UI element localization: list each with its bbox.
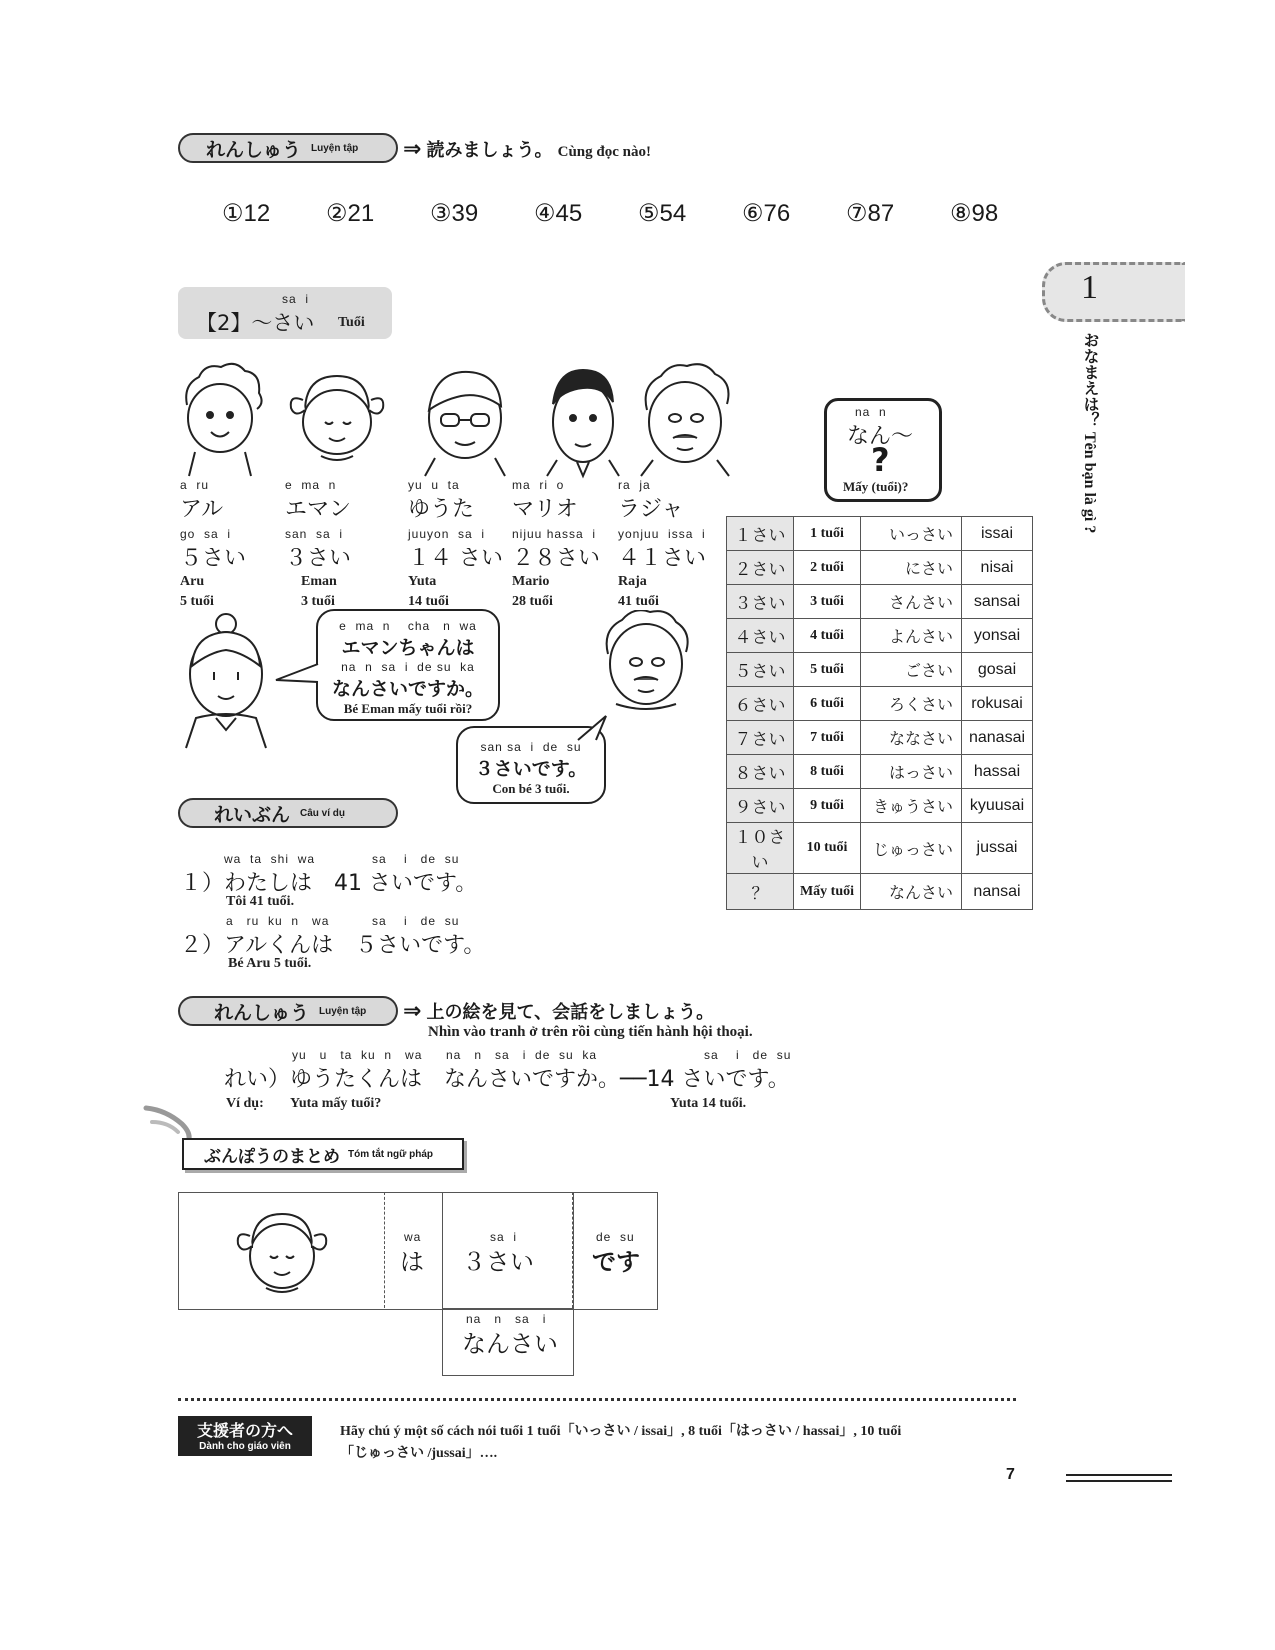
- cell-vi: 2 tuổi: [794, 551, 861, 585]
- nan-ruby: na n: [855, 405, 887, 419]
- bubble-vi: Bé Eman mấy tuổi rồi?: [343, 701, 473, 716]
- ruby-name: yu u ta: [408, 478, 460, 492]
- ruby-age: yonjuu issa i: [618, 527, 706, 541]
- sai-text: ３さい: [462, 1248, 534, 1276]
- badge-label-jp: れいぶん: [214, 803, 291, 826]
- question-bubble: [316, 609, 500, 721]
- table-row: [727, 619, 1033, 653]
- badge-label-jp: 支援者の方へ: [196, 1421, 293, 1440]
- character-eman: [285, 478, 405, 610]
- ruby-name: ra ja: [618, 478, 651, 492]
- character-age: ３さい: [285, 546, 352, 571]
- age-table: [726, 516, 1033, 910]
- cell-romaji: nisai: [962, 551, 1033, 585]
- cell-reading: ろくさい: [861, 687, 962, 721]
- nansai-text: なんさい: [462, 1330, 558, 1358]
- number-item: ⑥76: [742, 200, 791, 227]
- teacher-note-badge: [178, 1416, 312, 1456]
- cell-vi: 5 tuổi: [794, 653, 861, 687]
- sai-ruby: sa i: [490, 1230, 518, 1244]
- raja-dialogue-illustration: [607, 610, 688, 709]
- practice2-instruction: [403, 998, 714, 1024]
- age-vi: 3 tuổi: [301, 594, 335, 609]
- table-row: [727, 874, 1033, 910]
- cell-jp: １０さい: [727, 823, 794, 874]
- table-row: [727, 517, 1033, 551]
- heading-text: 【2】～さい: [196, 311, 315, 335]
- name-vi: Raja: [618, 574, 647, 589]
- instruction-vi: Cùng đọc nào!: [557, 144, 651, 160]
- bubble-vi: Con bé 3 tuổi.: [492, 781, 570, 796]
- practice2-vi-question: Yuta mấy tuổi?: [290, 1096, 382, 1111]
- badge-label-jp: ぶんぽうのまとめ: [204, 1146, 340, 1167]
- practice-badge: [178, 133, 398, 163]
- cell-romaji: nanasai: [962, 721, 1033, 755]
- badge-label-vi: Tóm tắt ngữ pháp: [348, 1148, 434, 1160]
- cell-romaji: sansai: [962, 585, 1033, 619]
- cell-reading: はっさい: [861, 755, 962, 789]
- nan-vi: Mấy (tuổi)?: [843, 479, 909, 494]
- example2-text: ２）アルくんは ５さいです。: [180, 933, 486, 958]
- number-item: ①12: [222, 200, 271, 227]
- aru-illustration: [186, 364, 261, 476]
- cell-romaji: issai: [962, 517, 1033, 551]
- wa-particle: は: [400, 1248, 424, 1276]
- age-vi: 41 tuổi: [618, 594, 659, 609]
- table-row: [727, 585, 1033, 619]
- cell-reading: にさい: [861, 551, 962, 585]
- page-number: 7: [1006, 1466, 1015, 1483]
- character-name: マリオ: [512, 497, 578, 522]
- example2-ruby-a: a ru ku n wa: [226, 914, 330, 928]
- cell-reading: ななさい: [861, 721, 962, 755]
- example-badge: [178, 798, 398, 828]
- cell-reading: なんさい: [861, 874, 962, 910]
- ruby-age: nijuu hassa i: [512, 527, 597, 541]
- arrow-icon: ⇒: [403, 999, 422, 1024]
- heading-vi: Tuổi: [338, 315, 365, 330]
- badge-label-vi: Luyện tập: [319, 1005, 367, 1017]
- bubble-line: ３さいです。: [474, 758, 588, 780]
- cell-jp: ４さい: [727, 619, 794, 653]
- woman-illustration: [186, 614, 266, 748]
- cell-romaji: gosai: [962, 653, 1033, 687]
- dotted-divider: [178, 1398, 1016, 1401]
- cell-jp: ２さい: [727, 551, 794, 585]
- badge-label-vi: Luyện tập: [311, 142, 359, 154]
- practice2-vi-answer: Yuta 14 tuổi.: [670, 1096, 747, 1111]
- cell-jp: ６さい: [727, 687, 794, 721]
- cell-jp: ７さい: [727, 721, 794, 755]
- cell-jp: ８さい: [727, 755, 794, 789]
- character-age: ４１さい: [618, 546, 707, 571]
- cell-vi: 9 tuổi: [794, 789, 861, 823]
- number-item: ④45: [534, 200, 583, 227]
- cell-vi: 7 tuổi: [794, 721, 861, 755]
- age-vi: 5 tuổi: [180, 594, 214, 609]
- cell-vi: 4 tuổi: [794, 619, 861, 653]
- cell-jp: ３さい: [727, 585, 794, 619]
- character-raja: [618, 478, 738, 610]
- number-item: ②21: [326, 200, 375, 227]
- footer-rule: [1066, 1480, 1172, 1482]
- example2-vi: Bé Aru 5 tuổi.: [228, 956, 312, 971]
- bubble-ruby: na n sa i de su ka: [341, 660, 475, 674]
- table-row: [727, 823, 1033, 874]
- example1-vi: Tôi 41 tuổi.: [226, 894, 295, 909]
- character-illustrations: [175, 360, 735, 480]
- chapter-number: 1: [1081, 269, 1098, 306]
- number-item: ⑧98: [950, 200, 999, 227]
- table-row: [727, 653, 1033, 687]
- number-list: [222, 199, 1054, 228]
- raja-illustration: [641, 364, 729, 476]
- arrow-icon: ⇒: [403, 137, 422, 162]
- number-item: ⑦87: [846, 200, 895, 227]
- nan-question-box: [824, 398, 942, 502]
- ruby-name: e ma n: [285, 478, 337, 492]
- table-row: [727, 789, 1033, 823]
- ruby-age: go sa i: [180, 527, 232, 541]
- cell-jp: ？: [727, 874, 794, 910]
- number-item: ⑤54: [638, 200, 687, 227]
- divider: [572, 1192, 573, 1308]
- ruby-name: ma ri o: [512, 478, 565, 492]
- cell-vi: 10 tuổi: [794, 823, 861, 874]
- nan-text: なん～: [847, 424, 914, 449]
- character-aru: [180, 478, 300, 610]
- example2-ruby-b: sa i de su: [372, 914, 460, 928]
- table-row: [727, 551, 1033, 585]
- practice2-instruction-vi: Nhìn vào tranh ở trên rồi cùng tiến hành hội thoại.: [428, 1024, 753, 1040]
- cell-jp: １さい: [727, 517, 794, 551]
- question-mark-icon: ?: [871, 441, 890, 479]
- yuta-illustration: [425, 372, 505, 476]
- number-item: ③39: [430, 200, 479, 227]
- cell-reading: じゅっさい: [861, 823, 962, 874]
- cell-romaji: yonsai: [962, 619, 1033, 653]
- name-vi: Yuta: [408, 574, 437, 589]
- bubble-line: エマンちゃんは: [341, 637, 475, 659]
- bubble-tail: [274, 660, 320, 686]
- character-name: ラジャ: [618, 497, 684, 522]
- cell-romaji: rokusai: [962, 687, 1033, 721]
- cell-vi: 1 tuổi: [794, 517, 861, 551]
- character-name: ゆうた: [408, 497, 475, 522]
- desu-ruby: de su: [596, 1230, 635, 1244]
- practice2-text: れい）ゆうたくんは なんさいですか。──14 さいです。: [224, 1067, 790, 1092]
- chapter-title: おなまえは？ Tên bạn là gì ?: [1081, 332, 1098, 534]
- cell-jp: ９さい: [727, 789, 794, 823]
- ruby-age: san sa i: [285, 527, 344, 541]
- name-vi: Mario: [512, 574, 550, 589]
- practice-instruction: [403, 136, 651, 162]
- cell-vi: 6 tuổi: [794, 687, 861, 721]
- character-yuta: [408, 478, 528, 610]
- divider: [384, 1192, 385, 1308]
- bubble-line: なんさいですか。: [331, 678, 484, 700]
- character-age: ２８さい: [512, 546, 601, 571]
- bubble-ruby: e ma n cha n wa: [339, 619, 477, 633]
- practice2-ruby-a: yu u ta ku n wa: [292, 1048, 423, 1062]
- bubble-ruby: san sa i de su: [480, 740, 582, 754]
- character-name: アル: [180, 497, 224, 522]
- character-mario: [512, 478, 632, 610]
- cell-reading: さんさい: [861, 585, 962, 619]
- name-vi: Eman: [301, 574, 337, 589]
- chapter-tab: [1042, 262, 1185, 322]
- cell-vi: 3 tuổi: [794, 585, 861, 619]
- mario-illustration: [547, 370, 619, 476]
- teacher-note-line2: 「じゅっさい /jussai」….: [340, 1446, 498, 1461]
- cell-jp: ５さい: [727, 653, 794, 687]
- cell-reading: きゅうさい: [861, 789, 962, 823]
- example1-ruby-a: wa ta shi wa: [224, 852, 316, 866]
- example1-text: １）わたしは 41 さいです。: [180, 871, 478, 896]
- section-heading: [178, 287, 392, 339]
- practice-badge: [178, 996, 398, 1026]
- practice2-ruby-c: sa i de su: [704, 1048, 792, 1062]
- heading-ruby: sa i: [282, 292, 310, 306]
- cell-vi: 8 tuổi: [794, 755, 861, 789]
- bubble-tail: [574, 714, 610, 742]
- instruction-jp: 読みましょう。: [426, 140, 553, 161]
- footer-rule: [1066, 1474, 1172, 1476]
- cell-romaji: kyuusai: [962, 789, 1033, 823]
- cell-romaji: hassai: [962, 755, 1033, 789]
- practice2-ruby-b: na n sa i de su ka: [446, 1048, 598, 1062]
- nansai-ruby: na n sa i: [466, 1312, 547, 1326]
- age-vi: 28 tuổi: [512, 594, 553, 609]
- character-age: １４ さい: [408, 546, 503, 571]
- table-row: [727, 755, 1033, 789]
- name-vi: Aru: [180, 574, 205, 589]
- cell-romaji: nansai: [962, 874, 1033, 910]
- desu-text: です: [592, 1248, 640, 1276]
- grammar-badge: [182, 1138, 464, 1170]
- cell-romaji: jussai: [962, 823, 1033, 874]
- cell-reading: よんさい: [861, 619, 962, 653]
- table-row: [727, 687, 1033, 721]
- girl-illustration: [222, 1200, 342, 1300]
- wa-ruby: wa: [404, 1230, 422, 1244]
- cell-reading: ごさい: [861, 653, 962, 687]
- badge-label-vi: Dành cho giáo viên: [199, 1441, 291, 1452]
- character-name: エマン: [285, 497, 352, 522]
- instruction-jp: 上の絵を見て、会話をしましょう。: [426, 1002, 715, 1023]
- badge-label-jp: れんしゅう: [214, 1001, 310, 1024]
- ruby-age: juuyon sa i: [408, 527, 486, 541]
- ruby-name: a ru: [180, 478, 210, 492]
- practice2-vi-label: Ví dụ:: [226, 1096, 264, 1111]
- character-age: ５さい: [180, 546, 247, 571]
- example1-ruby-b: sa i de su: [372, 852, 460, 866]
- teacher-note-line1: Hãy chú ý một số cách nói tuổi 1 tuổi「いっさい / issai」, 8 tuổi「はっさい / hassai」, 10 tuổi: [340, 1424, 902, 1439]
- cell-vi: Mấy tuổi: [794, 874, 861, 910]
- badge-label-vi: Câu ví dụ: [300, 807, 346, 819]
- table-row: [727, 721, 1033, 755]
- cell-reading: いっさい: [861, 517, 962, 551]
- eman-illustration: [291, 376, 384, 460]
- badge-label-jp: れんしゅう: [206, 138, 302, 161]
- age-vi: 14 tuổi: [408, 594, 449, 609]
